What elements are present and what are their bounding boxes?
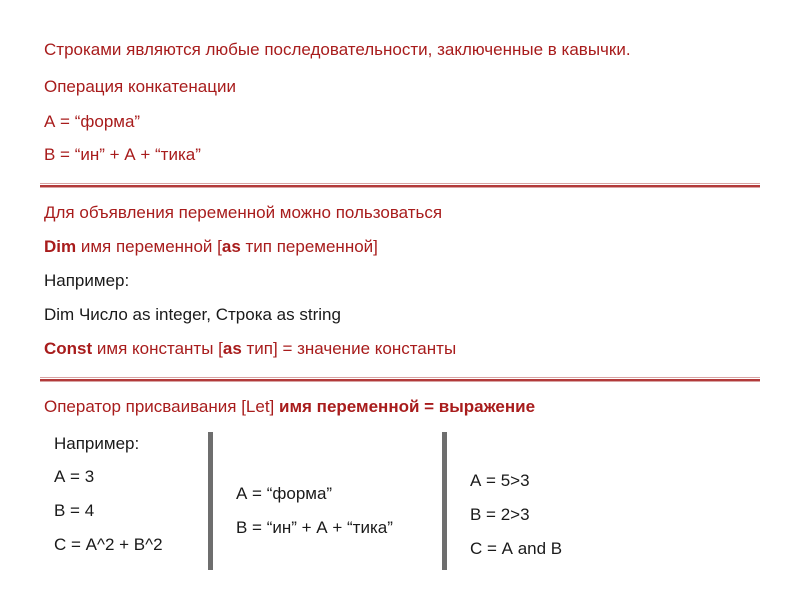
assignment-heading [44,397,535,417]
const-keyword: Const [44,339,93,358]
strings-definition: Строками являются любые последовательности, заключенные в кавычки. [44,40,631,59]
column-separator-1 [208,432,213,570]
dim-example: Dim Число as integer, Строка as string [44,305,341,324]
col3-line-a: А = 5>3 [470,471,530,490]
const-syntax [44,339,456,359]
col1-line-b: В = 4 [54,501,95,520]
dim-keyword: Dim [44,237,77,256]
col2-line-a: А = “форма” [236,484,333,503]
const-as-keyword: as [222,339,242,358]
column-separator-2 [442,432,447,570]
col1-line-c: С = А^2 + В^2 [54,535,163,554]
concat-example-a: А = “форма” [44,112,141,131]
section-divider-2 [40,377,760,383]
col2-line-b: В = “ин” + А + “тика” [236,518,393,537]
col1-example-label: Например: [54,434,140,453]
assignment-heading-plain: Оператор присваивания [Let] [44,397,280,416]
dim-as-keyword: as [221,237,241,256]
declaration-heading: Для объявления переменной можно пользоваться [44,203,443,222]
example-label: Например: [44,271,130,290]
col3-line-c: С = А and В [470,539,563,558]
const-syntax-part2: тип] = значение константы [241,339,457,358]
col1-line-a: А = 3 [54,467,95,486]
col3-line-b: В = 2>3 [470,505,530,524]
concatenation-heading: Операция конкатенации [44,77,236,96]
dim-syntax [44,237,378,257]
assignment-heading-bold: имя переменной = выражение [279,397,536,416]
const-syntax-part1: имя константы [ [92,339,223,358]
concat-example-b: В = “ин” + А + “тика” [44,145,201,164]
dim-syntax-part1: имя переменной [ [76,237,222,256]
dim-syntax-part2: тип переменной] [240,237,378,256]
section-divider-1 [40,183,760,189]
